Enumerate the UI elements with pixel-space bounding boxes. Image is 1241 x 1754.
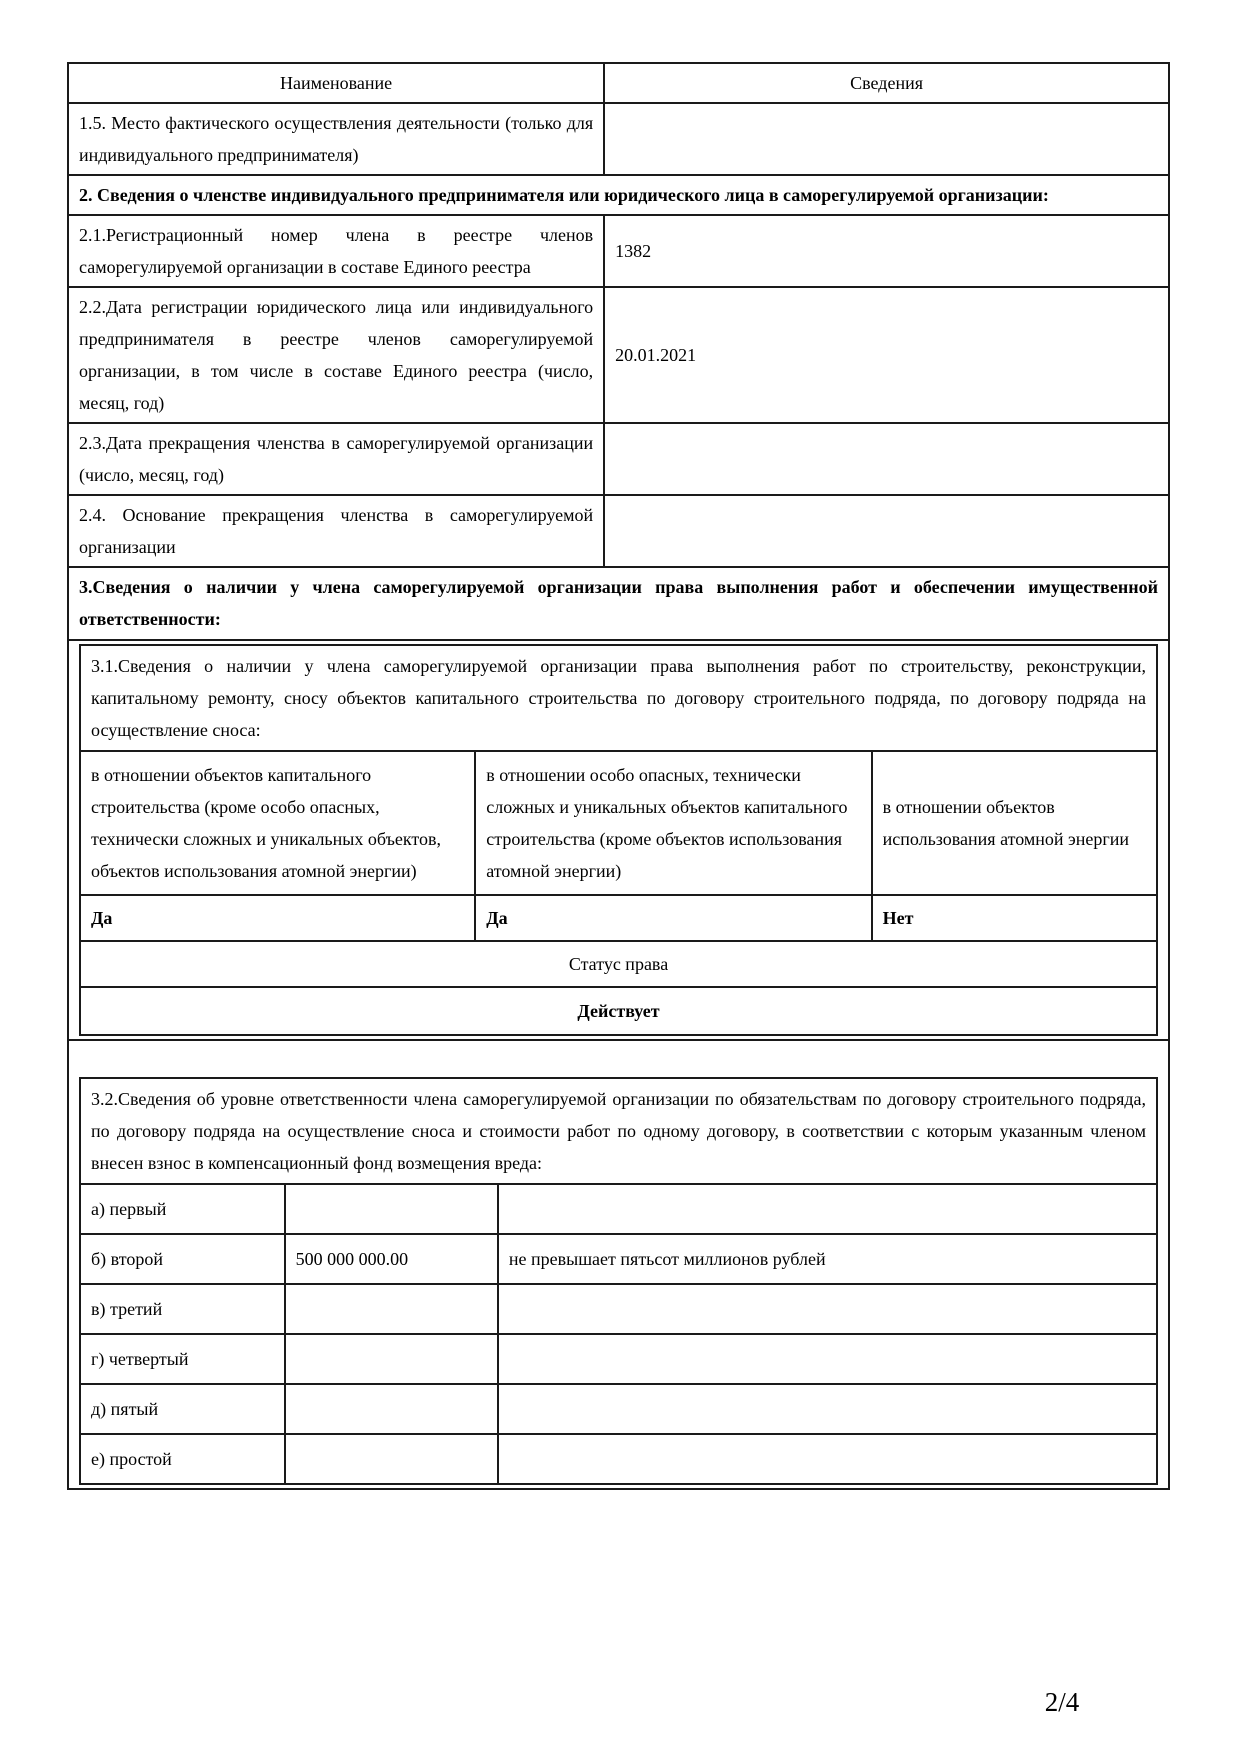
column-header-name: Наименование <box>68 63 604 103</box>
level-amount <box>285 1434 498 1484</box>
block-3-2-title: 3.2.Сведения об уровне ответственности члена саморегулируемой организации по обязательствам по договору строительного подряда, по договору подряда на осуществление сноса и стоимости работ по одному договору, в соответствии с которым указанным членом внесен взнос в компенсационный фонд возмещения вреда: <box>80 1078 1157 1184</box>
work-rights-col2-header: в отношении особо опасных, технически сложных и уникальных объектов капитального строительства (кроме объектов использования атомной энергии) <box>475 751 871 895</box>
row-1-5-value <box>604 103 1169 175</box>
block-3-2-row <box>68 1040 1169 1489</box>
responsibility-levels-table <box>79 1077 1158 1485</box>
level-amount <box>285 1284 498 1334</box>
row-2-1-value: 1382 <box>604 215 1169 287</box>
level-note: не превышает пятьсот миллионов рублей <box>498 1234 1157 1284</box>
level-label: д) пятый <box>80 1384 285 1434</box>
level-note <box>498 1284 1157 1334</box>
level-row <box>80 1234 1157 1284</box>
level-row <box>80 1384 1157 1434</box>
section-2-header: 2. Сведения о членстве индивидуального предпринимателя или юридического лица в саморегулируемой организации: <box>68 175 1169 215</box>
level-note <box>498 1334 1157 1384</box>
row-2-2-value: 20.01.2021 <box>604 287 1169 423</box>
level-note <box>498 1184 1157 1234</box>
work-rights-col1-header: в отношении объектов капитального строительства (кроме особо опасных, технически сложных и уникальных объектов, объектов использования атомной энергии) <box>80 751 475 895</box>
block-3-2-wrapper <box>68 1040 1169 1489</box>
work-rights-table <box>79 644 1158 1036</box>
status-value-row <box>80 987 1157 1035</box>
block-3-1-title-row <box>80 645 1157 751</box>
page-number: 2/4 <box>1044 1687 1080 1717</box>
work-rights-values-row <box>80 895 1157 941</box>
block-3-1-title: 3.1.Сведения о наличии у члена саморегулируемой организации права выполнения работ по строительству, реконструкции, капитальному ремонту, сносу объектов капитального строительства по договору строительного подряда, по договору подряда на осуществление сноса: <box>80 645 1157 751</box>
level-note <box>498 1434 1157 1484</box>
work-rights-header-row <box>80 751 1157 895</box>
level-amount: 500 000 000.00 <box>285 1234 498 1284</box>
level-label: в) третий <box>80 1284 285 1334</box>
level-row <box>80 1334 1157 1384</box>
level-amount <box>285 1334 498 1384</box>
table-row <box>68 103 1169 175</box>
row-2-4-name: 2.4. Основание прекращения членства в саморегулируемой организации <box>68 495 604 567</box>
level-label: е) простой <box>80 1434 285 1484</box>
section-2-row <box>68 175 1169 215</box>
level-row <box>80 1284 1157 1334</box>
level-amount <box>285 1384 498 1434</box>
level-row <box>80 1184 1157 1234</box>
level-label: г) четвертый <box>80 1334 285 1384</box>
row-1-5-name: 1.5. Место фактического осуществления деятельности (только для индивидуального предпринимателя) <box>68 103 604 175</box>
row-2-3-value <box>604 423 1169 495</box>
row-2-1-name: 2.1.Регистрационный номер члена в реестре членов саморегулируемой организации в составе Единого реестра <box>68 215 604 287</box>
status-label: Статус права <box>80 941 1157 987</box>
table-row <box>68 423 1169 495</box>
status-label-row <box>80 941 1157 987</box>
block-3-2-title-row <box>80 1078 1157 1184</box>
work-rights-col1-value: Да <box>80 895 475 941</box>
work-rights-col3-value: Нет <box>872 895 1157 941</box>
level-row <box>80 1434 1157 1484</box>
work-rights-col2-value: Да <box>475 895 871 941</box>
section-3-header: 3.Сведения о наличии у члена саморегулируемой организации права выполнения работ и обеспечении имущественной ответственности: <box>68 567 1169 639</box>
row-2-4-value <box>604 495 1169 567</box>
level-note <box>498 1384 1157 1434</box>
block-3-1-row <box>68 640 1169 1040</box>
column-header-info: Сведения <box>604 63 1169 103</box>
work-rights-col3-header: в отношении объектов использования атомной энергии <box>872 751 1157 895</box>
table-header-row <box>68 63 1169 103</box>
section-3-row <box>68 567 1169 639</box>
block-3-1-wrapper <box>68 640 1169 1040</box>
level-label: а) первый <box>80 1184 285 1234</box>
registry-info-table <box>67 62 1170 1490</box>
row-2-2-name: 2.2.Дата регистрации юридического лица или индивидуального предпринимателя в реестре членов саморегулируемой организации, в том числе в составе Единого реестра (число, месяц, год) <box>68 287 604 423</box>
status-value: Действует <box>80 987 1157 1035</box>
table-row <box>68 287 1169 423</box>
level-label: б) второй <box>80 1234 285 1284</box>
row-2-3-name: 2.3.Дата прекращения членства в саморегулируемой организации (число, месяц, год) <box>68 423 604 495</box>
table-row <box>68 215 1169 287</box>
level-amount <box>285 1184 498 1234</box>
table-row <box>68 495 1169 567</box>
